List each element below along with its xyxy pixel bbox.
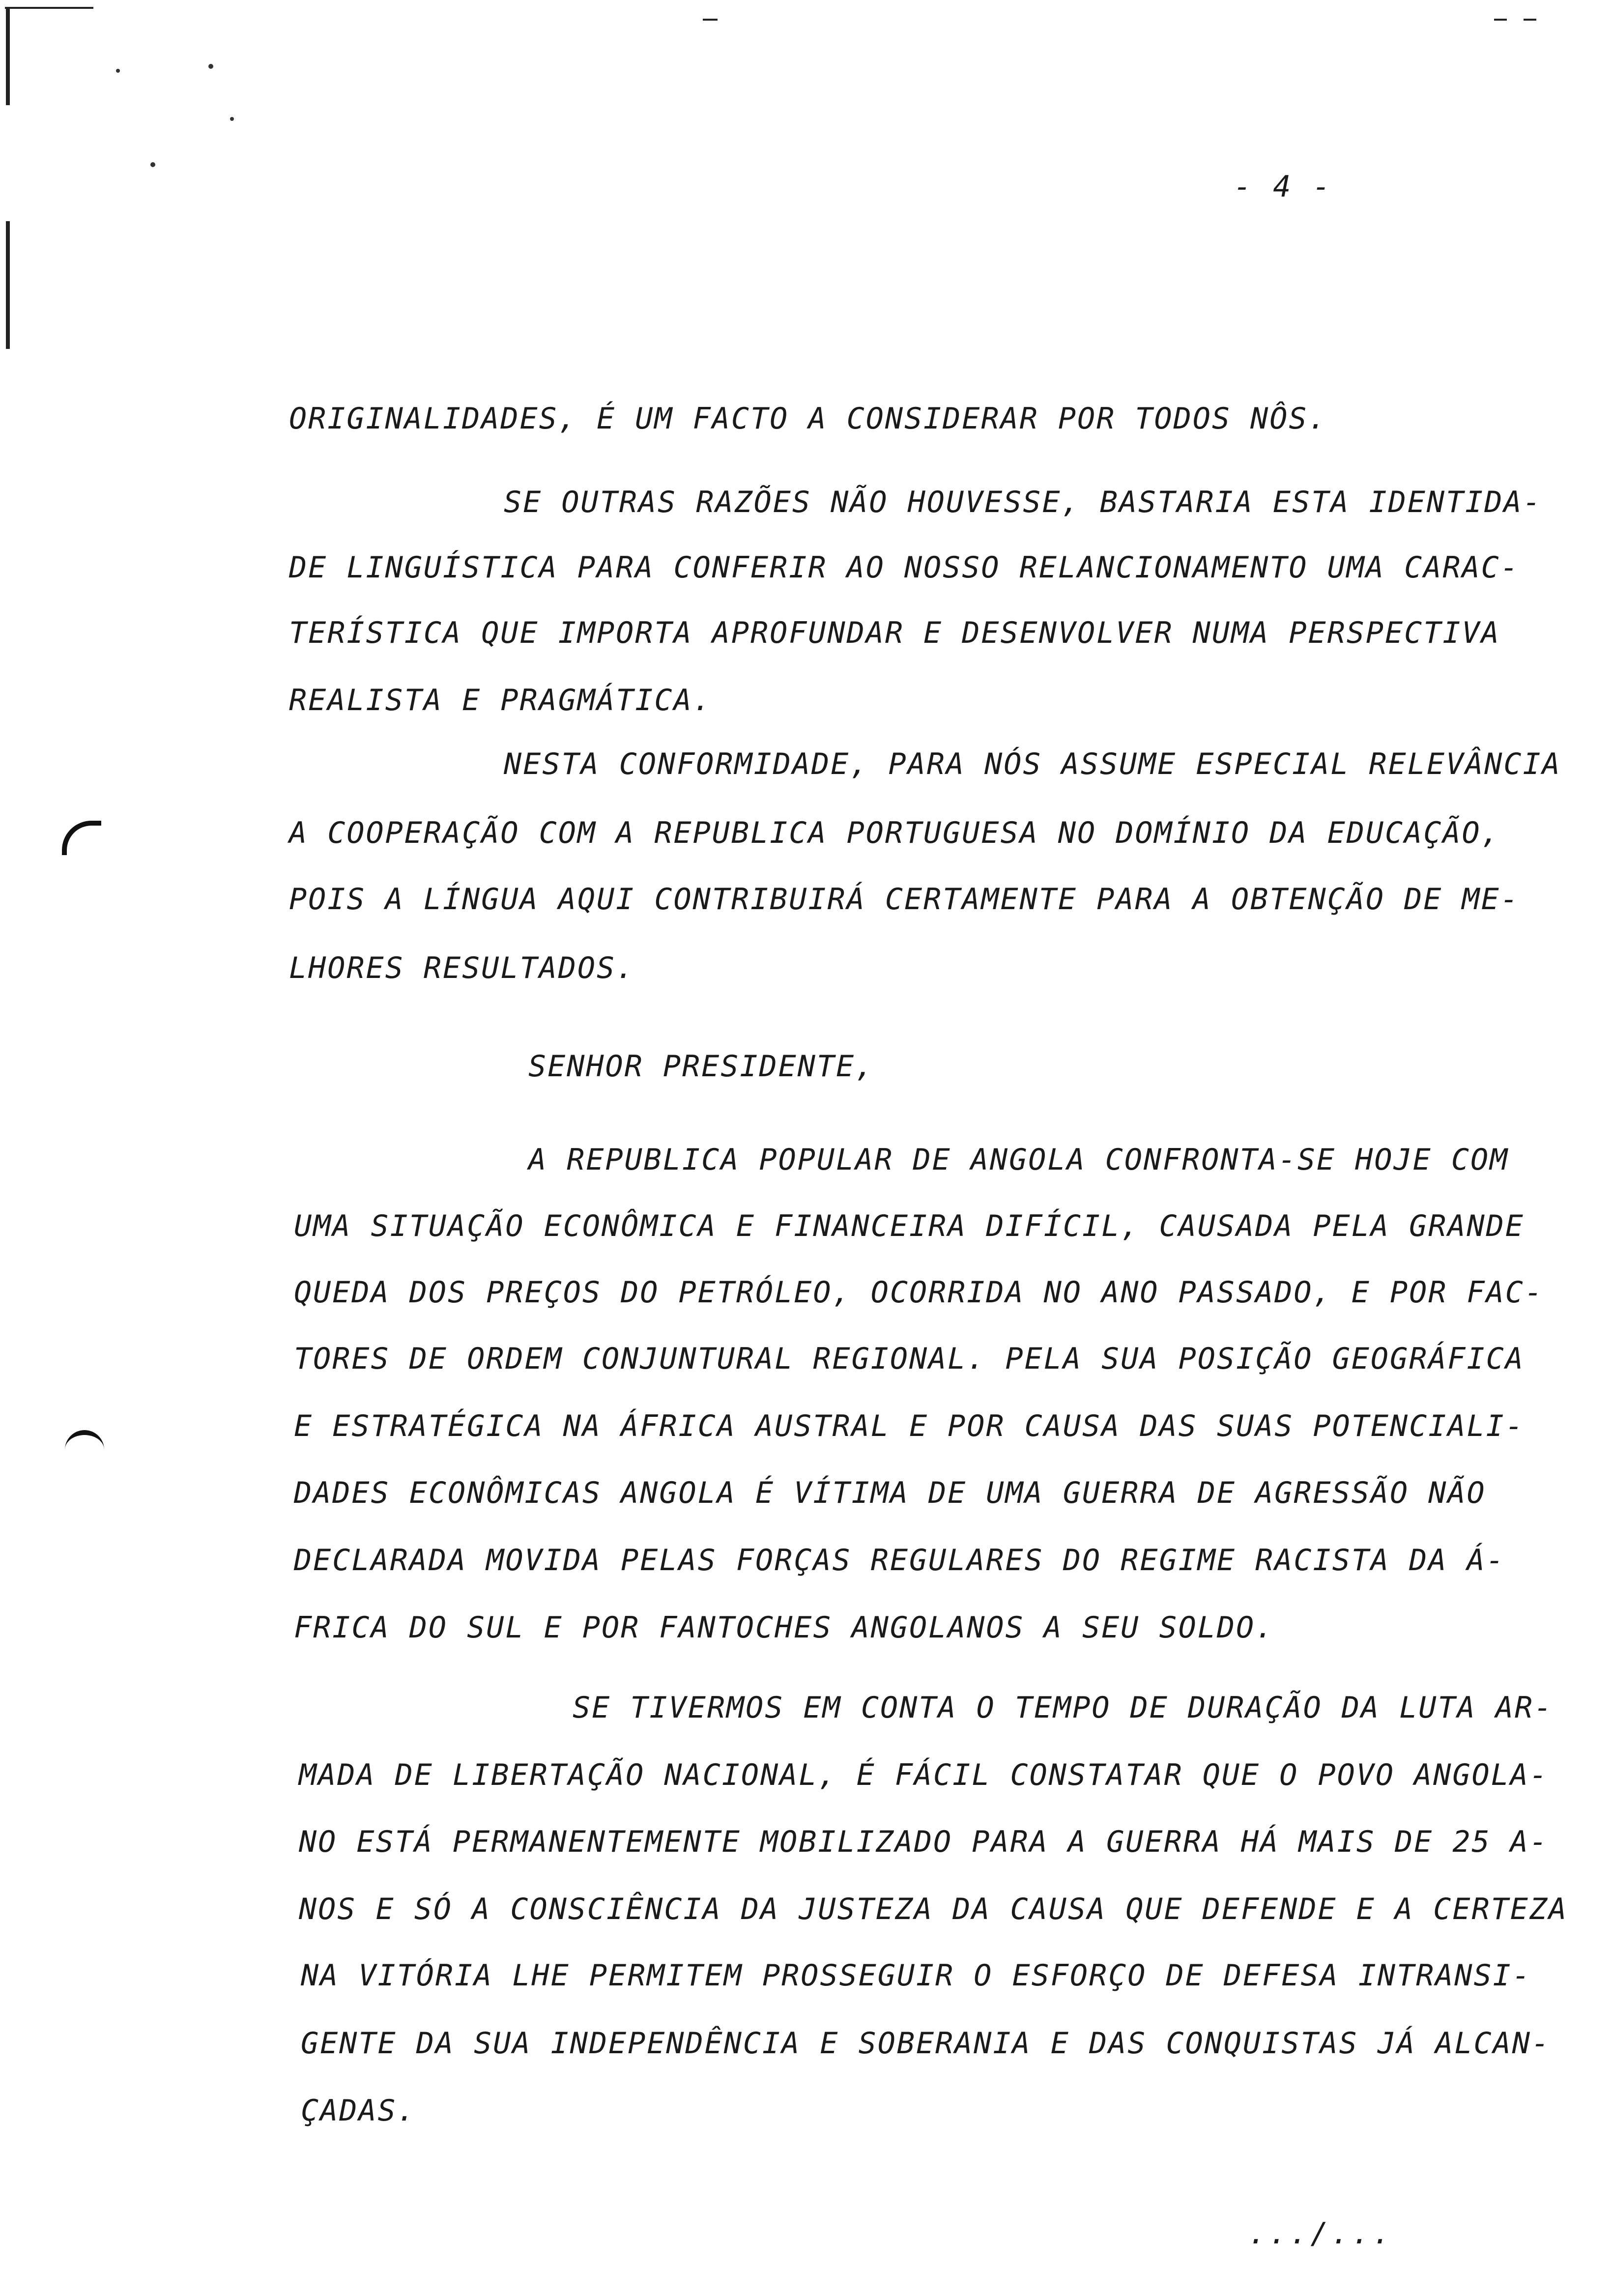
text-line: MADA DE LIBERTAÇÃO NACIONAL, É FÁCIL CONSTATAR QUE O POVO ANGOLA-	[299, 1758, 1549, 1792]
text-line: ORIGINALIDADES, É UM FACTO A CONSIDERAR POR TODOS NÔS.	[289, 402, 1327, 436]
binder-hole-mark	[65, 1430, 104, 1455]
text-line: DECLARADA MOVIDA PELAS FORÇAS REGULARES DO REGIME RACISTA DA Á-	[294, 1543, 1505, 1578]
text-line: NO ESTÁ PERMANENTEMENTE MOBILIZADO PARA A GUERRA HÁ MAIS DE 25 A-	[299, 1825, 1549, 1859]
scan-speck	[116, 69, 120, 73]
text-line: GENTE DA SUA INDEPENDÊNCIA E SOBERANIA E DAS CONQUISTAS JÁ ALCAN-	[301, 2026, 1551, 2061]
text-line: REALISTA E PRAGMÁTICA.	[289, 683, 712, 718]
scan-edge-line-top	[5, 7, 93, 9]
text-line: DE LINGUÍSTICA PARA CONFERIR AO NOSSO RELANCIONAMENTO UMA CARAC-	[289, 550, 1520, 585]
continuation-mark: .../...	[1248, 2216, 1393, 2251]
text-line: A COOPERAÇÃO COM A REPUBLICA PORTUGUESA NO DOMÍNIO DA EDUCAÇÃO,	[289, 816, 1500, 850]
text-line: NESTA CONFORMIDADE, PARA NÓS ASSUME ESPECIAL RELEVÂNCIA	[504, 747, 1561, 781]
text-line: SENHOR PRESIDENTE,	[528, 1049, 875, 1084]
text-line: ÇADAS.	[301, 2094, 416, 2128]
scan-speck	[230, 117, 234, 121]
binder-hole-mark	[62, 821, 101, 855]
scan-dash-top-2	[1494, 19, 1507, 21]
text-line: A REPUBLICA POPULAR DE ANGOLA CONFRONTA-SE HOJE COM	[528, 1143, 1509, 1177]
text-line: SE TIVERMOS EM CONTA O TEMPO DE DURAÇÃO DA LUTA AR-	[573, 1691, 1554, 1725]
scan-edge-bar-middle	[6, 221, 10, 349]
text-line: TORES DE ORDEM CONJUNTURAL REGIONAL. PELA SUA POSIÇÃO GEOGRÁFICA	[294, 1342, 1525, 1376]
scan-dash-top-3	[1524, 19, 1536, 21]
scan-speck	[208, 64, 213, 69]
scan-edge-bar-top	[6, 7, 10, 105]
text-line: NOS E SÓ A CONSCIÊNCIA DA JUSTEZA DA CAUSA QUE DEFENDE E A CERTEZA	[299, 1892, 1568, 1926]
text-line: DADES ECONÔMICAS ANGOLA É VÍTIMA DE UMA GUERRA DE AGRESSÃO NÃO	[294, 1476, 1486, 1510]
text-line: UMA SITUAÇÃO ECONÔMICA E FINANCEIRA DIFÍCIL, CAUSADA PELA GRANDE	[294, 1209, 1525, 1243]
text-line: LHORES RESULTADOS.	[289, 951, 635, 985]
page-number: - 4 -	[1234, 170, 1332, 204]
text-line: TERÍSTICA QUE IMPORTA APROFUNDAR E DESENVOLVER NUMA PERSPECTIVA	[289, 616, 1500, 650]
text-line: SE OUTRAS RAZÕES NÃO HOUVESSE, BASTARIA ESTA IDENTIDA-	[504, 485, 1542, 519]
text-line: QUEDA DOS PREÇOS DO PETRÓLEO, OCORRIDA NO ANO PASSADO, E POR FAC-	[294, 1275, 1544, 1310]
scan-dash-top-1	[703, 19, 718, 21]
text-line: POIS A LÍNGUA AQUI CONTRIBUIRÁ CERTAMENTE PARA A OBTENÇÃO DE ME-	[289, 882, 1520, 917]
scan-speck	[150, 162, 155, 167]
text-line: E ESTRATÉGICA NA ÁFRICA AUSTRAL E POR CAUSA DAS SUAS POTENCIALI-	[294, 1409, 1525, 1443]
text-line: NA VITÓRIA LHE PERMITEM PROSSEGUIR O ESFORÇO DE DEFESA INTRANSI-	[301, 1958, 1531, 1993]
text-line: FRICA DO SUL E POR FANTOCHES ANGOLANOS A SEU SOLDO.	[294, 1610, 1275, 1645]
